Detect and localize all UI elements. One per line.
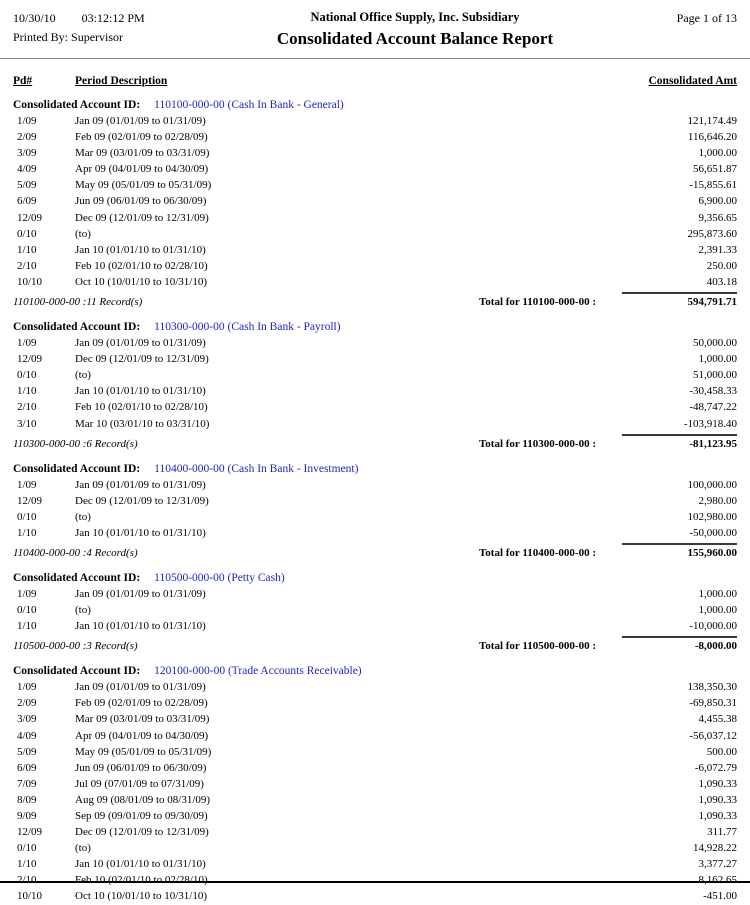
period-row [0, 711, 750, 727]
pd-cell: 1/10 [17, 385, 37, 398]
account-id-link[interactable]: 110500-000-00 (Petty Cash) [154, 571, 285, 584]
amount-cell: 116,646.20 [687, 131, 737, 144]
period-description-cell: Apr 09 (04/01/09 to 04/30/09) [75, 729, 209, 742]
header-left [13, 9, 208, 47]
period-row [0, 760, 750, 776]
pd-cell: 0/10 [17, 510, 37, 523]
pd-cell: 4/09 [17, 729, 37, 742]
section-footer [0, 434, 750, 453]
period-description-cell: Apr 09 (04/01/09 to 04/30/09) [75, 163, 209, 176]
period-row [0, 824, 750, 840]
pd-cell: 1/09 [17, 587, 37, 600]
period-row [0, 493, 750, 509]
company-name: National Office Supply, Inc. Subsidiary [310, 10, 520, 24]
period-row [0, 367, 750, 383]
period-row [0, 335, 750, 351]
pd-cell: 2/09 [17, 131, 37, 144]
total-amount: -81,123.95 [622, 434, 737, 453]
section-footer [0, 543, 750, 562]
amount-cell: -69,850.31 [689, 697, 737, 710]
period-row [0, 129, 750, 145]
amount-cell: -15,855.61 [689, 179, 737, 192]
period-row [0, 509, 750, 525]
period-description-cell: Jan 09 (01/01/09 to 01/31/09) [75, 587, 206, 600]
period-description-cell: Jan 09 (01/01/09 to 01/31/09) [75, 681, 206, 694]
amount-cell: 250.00 [706, 259, 737, 272]
period-description-cell: Feb 10 (02/01/10 to 02/28/10) [75, 259, 208, 272]
period-row [0, 383, 750, 399]
total-label: Total for 110100-000-00 : [478, 296, 596, 309]
period-description-cell: Jan 10 (01/01/10 to 01/31/10) [75, 858, 206, 871]
amount-cell: 311.77 [707, 826, 737, 839]
pd-cell: 0/10 [17, 842, 37, 855]
amount-cell: 1,090.33 [698, 793, 737, 806]
total-amount: 594,791.71 [622, 292, 737, 311]
pd-cell: 10/10 [17, 890, 43, 903]
period-row [0, 776, 750, 792]
period-row [0, 618, 750, 634]
header-right [622, 9, 737, 28]
total-amount: 155,960.00 [622, 543, 737, 562]
records-count: 110300-000-00 :6 Record(s) [13, 437, 138, 450]
records-count: 110100-000-00 :11 Record(s) [13, 296, 143, 309]
printed-by-value: Supervisor [71, 30, 124, 44]
period-description-cell: Dec 09 (12/01/09 to 12/31/09) [75, 353, 209, 366]
total-amount: -8,000.00 [622, 636, 737, 655]
pd-cell: 9/09 [17, 810, 37, 822]
period-description-cell: Jan 10 (01/01/10 to 01/31/10) [75, 243, 206, 256]
period-description-cell: Mar 09 (03/01/09 to 03/31/09) [75, 147, 210, 160]
header-center [208, 9, 622, 50]
period-description-cell: Oct 10 (10/01/10 to 10/31/10) [75, 890, 207, 903]
pd-cell: 1/10 [17, 858, 37, 871]
pd-cell: 0/10 [17, 369, 37, 382]
period-description-cell: (to) [75, 369, 91, 382]
pd-cell: 12/09 [17, 353, 43, 366]
printed-by-line [13, 28, 208, 47]
amount-cell: 403.18 [706, 275, 737, 288]
period-row [0, 728, 750, 744]
section-footer [0, 292, 750, 311]
sections-container [0, 97, 750, 905]
amount-cell: 138,350.30 [687, 681, 737, 694]
account-id-link[interactable]: 120100-000-00 (Trade Accounts Receivable) [154, 665, 362, 678]
account-id-link[interactable]: 110300-000-00 (Cash In Bank - Payroll) [154, 321, 341, 334]
amount-cell: 8,162.65 [698, 874, 737, 887]
column-header-period: Period Description [75, 75, 168, 87]
period-row [0, 226, 750, 242]
report-title: Consolidated Account Balance Report [276, 29, 554, 48]
period-row [0, 242, 750, 258]
section-header [0, 663, 750, 679]
period-row [0, 477, 750, 493]
period-description-cell: Feb 09 (02/01/09 to 02/28/09) [75, 697, 208, 710]
period-row [0, 399, 750, 415]
period-description-cell: Feb 10 (02/01/10 to 02/28/10) [75, 401, 208, 414]
period-description-cell: Dec 09 (12/01/09 to 12/31/09) [75, 211, 209, 224]
period-description-cell: Jun 09 (06/01/09 to 06/30/09) [75, 195, 207, 208]
amount-cell: -451.00 [703, 890, 737, 903]
amount-cell: 51,000.00 [693, 369, 737, 382]
pd-cell: 12/09 [17, 826, 43, 839]
amount-cell: 1,000.00 [698, 353, 737, 366]
pd-cell: 6/09 [17, 195, 37, 208]
amount-cell: -56,037.12 [689, 729, 737, 742]
period-row [0, 840, 750, 856]
amount-cell: 14,928.22 [693, 842, 737, 855]
print-date: 10/30/10 [13, 11, 56, 25]
account-id-label: Consolidated Account ID: [13, 462, 141, 475]
period-row [0, 145, 750, 161]
amount-cell: 50,000.00 [693, 337, 737, 350]
period-description-cell: Mar 09 (03/01/09 to 03/31/09) [75, 713, 210, 726]
period-row [0, 351, 750, 367]
period-description-cell: Dec 09 (12/01/09 to 12/31/09) [75, 494, 209, 507]
period-description-cell: Mar 10 (03/01/10 to 03/31/10) [75, 417, 210, 430]
period-row [0, 679, 750, 695]
pd-cell: 2/10 [17, 874, 37, 887]
pd-cell: 10/10 [17, 275, 43, 288]
pd-cell: 2/10 [17, 259, 37, 272]
period-description-cell: Dec 09 (12/01/09 to 12/31/09) [75, 826, 209, 839]
amount-cell: 102,980.00 [687, 510, 737, 523]
pd-cell: 12/09 [17, 211, 43, 224]
period-row [0, 161, 750, 177]
period-description-cell: (to) [75, 842, 91, 855]
account-section [0, 319, 750, 453]
account-id-link[interactable]: 110400-000-00 (Cash In Bank - Investment) [154, 462, 359, 475]
header-rule [0, 58, 750, 59]
pd-cell: 5/09 [17, 179, 37, 192]
amount-cell: 1,090.33 [698, 777, 737, 790]
amount-cell: 6,900.00 [698, 195, 737, 208]
pd-cell: 7/09 [17, 777, 37, 790]
amount-cell: 3,377.27 [698, 858, 737, 871]
account-id-link[interactable]: 110100-000-00 (Cash In Bank - General) [154, 99, 344, 111]
print-time: 03:12:12 PM [81, 11, 145, 25]
account-id-label: Consolidated Account ID: [13, 99, 141, 111]
pd-cell: 0/10 [17, 227, 37, 240]
period-row [0, 416, 750, 432]
period-description-cell: Jul 09 (07/01/09 to 07/31/09) [75, 777, 204, 790]
amount-cell: 500.00 [706, 745, 737, 758]
records-count: 110500-000-00 :3 Record(s) [13, 640, 138, 653]
amount-cell: 100,000.00 [687, 478, 737, 491]
amount-cell: 2,391.33 [698, 243, 737, 256]
account-section [0, 570, 750, 655]
period-description-cell: (to) [75, 604, 91, 617]
period-description-cell: Jun 09 (06/01/09 to 06/30/09) [75, 761, 207, 774]
amount-cell: 2,980.00 [698, 494, 737, 507]
period-row [0, 792, 750, 808]
column-header-amount: Consolidated Amt [648, 75, 737, 87]
pd-cell: 5/09 [17, 745, 37, 758]
period-description-cell: Oct 10 (10/01/10 to 10/31/10) [75, 275, 207, 288]
pd-cell: 1/10 [17, 620, 37, 633]
period-row [0, 808, 750, 824]
account-section [0, 663, 750, 904]
amount-cell: 1,000.00 [698, 587, 737, 600]
period-description-cell: (to) [75, 227, 91, 240]
period-row [0, 888, 750, 904]
column-headers [0, 73, 750, 89]
period-row [0, 258, 750, 274]
amount-cell: 1,000.00 [698, 604, 737, 617]
pd-cell: 1/09 [17, 478, 37, 491]
pd-cell: 4/09 [17, 163, 37, 176]
pd-cell: 1/10 [17, 526, 37, 539]
amount-cell: 1,090.33 [698, 810, 737, 822]
account-section [0, 461, 750, 562]
column-header-pd: Pd# [13, 75, 33, 87]
pd-cell: 3/09 [17, 147, 37, 160]
amount-cell: -50,000.00 [689, 526, 737, 539]
section-header [0, 319, 750, 335]
pd-cell: 1/09 [17, 337, 37, 350]
total-label: Total for 110400-000-00 : [478, 546, 596, 559]
period-row [0, 193, 750, 209]
period-row [0, 586, 750, 602]
records-count: 110400-000-00 :4 Record(s) [13, 546, 138, 559]
amount-cell: 121,174.49 [687, 115, 737, 127]
period-row [0, 113, 750, 129]
pd-cell: 8/09 [17, 793, 37, 806]
pd-cell: 1/09 [17, 681, 37, 694]
amount-cell: -6,072.79 [694, 761, 737, 774]
period-description-cell: Feb 10 (02/01/10 to 02/28/10) [75, 874, 208, 887]
account-id-label: Consolidated Account ID: [13, 321, 141, 334]
period-row [0, 872, 750, 888]
pd-cell: 0/10 [17, 604, 37, 617]
period-description-cell: May 09 (05/01/09 to 05/31/09) [75, 179, 212, 192]
period-row [0, 177, 750, 193]
section-footer [0, 636, 750, 655]
printed-by-label: Printed By: [13, 30, 69, 44]
period-row [0, 525, 750, 541]
amount-cell: -10,000.00 [689, 620, 737, 633]
period-description-cell: Feb 09 (02/01/09 to 02/28/09) [75, 131, 208, 144]
amount-cell: 9,356.65 [698, 211, 737, 224]
total-label: Total for 110300-000-00 : [478, 437, 596, 450]
pd-cell: 6/09 [17, 761, 37, 774]
total-label: Total for 110500-000-00 : [478, 640, 596, 653]
period-row [0, 744, 750, 760]
pd-cell: 1/09 [17, 115, 37, 127]
pd-cell: 1/10 [17, 243, 37, 256]
section-header [0, 570, 750, 586]
period-description-cell: Jan 10 (01/01/10 to 01/31/10) [75, 385, 206, 398]
amount-cell: 295,873.60 [687, 227, 737, 240]
period-row [0, 695, 750, 711]
account-section [0, 97, 750, 311]
period-description-cell: (to) [75, 510, 91, 523]
pd-cell: 3/10 [17, 417, 37, 430]
period-row [0, 210, 750, 226]
period-row [0, 602, 750, 618]
amount-cell: 56,651.87 [693, 163, 737, 176]
account-id-label: Consolidated Account ID: [13, 571, 141, 584]
account-id-label: Consolidated Account ID: [13, 665, 141, 678]
period-description-cell: Jan 09 (01/01/09 to 01/31/09) [75, 115, 206, 127]
amount-cell: 1,000.00 [698, 147, 737, 160]
amount-cell: 4,455.38 [698, 713, 737, 726]
pd-cell: 3/09 [17, 713, 37, 726]
section-header [0, 461, 750, 477]
period-description-cell: Jan 09 (01/01/09 to 01/31/09) [75, 478, 206, 491]
pd-cell: 2/09 [17, 697, 37, 710]
page-number: Page 1 of 13 [676, 11, 737, 25]
pd-cell: 2/10 [17, 401, 37, 414]
amount-cell: -103,918.40 [683, 417, 737, 430]
period-row [0, 274, 750, 290]
amount-cell: -30,458.33 [689, 385, 737, 398]
period-description-cell: Aug 09 (08/01/09 to 08/31/09) [75, 793, 211, 806]
period-description-cell: Jan 09 (01/01/09 to 01/31/09) [75, 337, 206, 350]
report-header [0, 0, 750, 50]
period-row [0, 856, 750, 872]
period-description-cell: Jan 10 (01/01/10 to 01/31/10) [75, 526, 206, 539]
period-description-cell: Jan 10 (01/01/10 to 01/31/10) [75, 620, 206, 633]
print-datetime [13, 9, 208, 28]
section-header [0, 97, 750, 113]
pd-cell: 12/09 [17, 494, 43, 507]
period-description-cell: Sep 09 (09/01/09 to 09/30/09) [75, 810, 208, 822]
period-description-cell: May 09 (05/01/09 to 05/31/09) [75, 745, 212, 758]
amount-cell: -48,747.22 [689, 401, 737, 414]
